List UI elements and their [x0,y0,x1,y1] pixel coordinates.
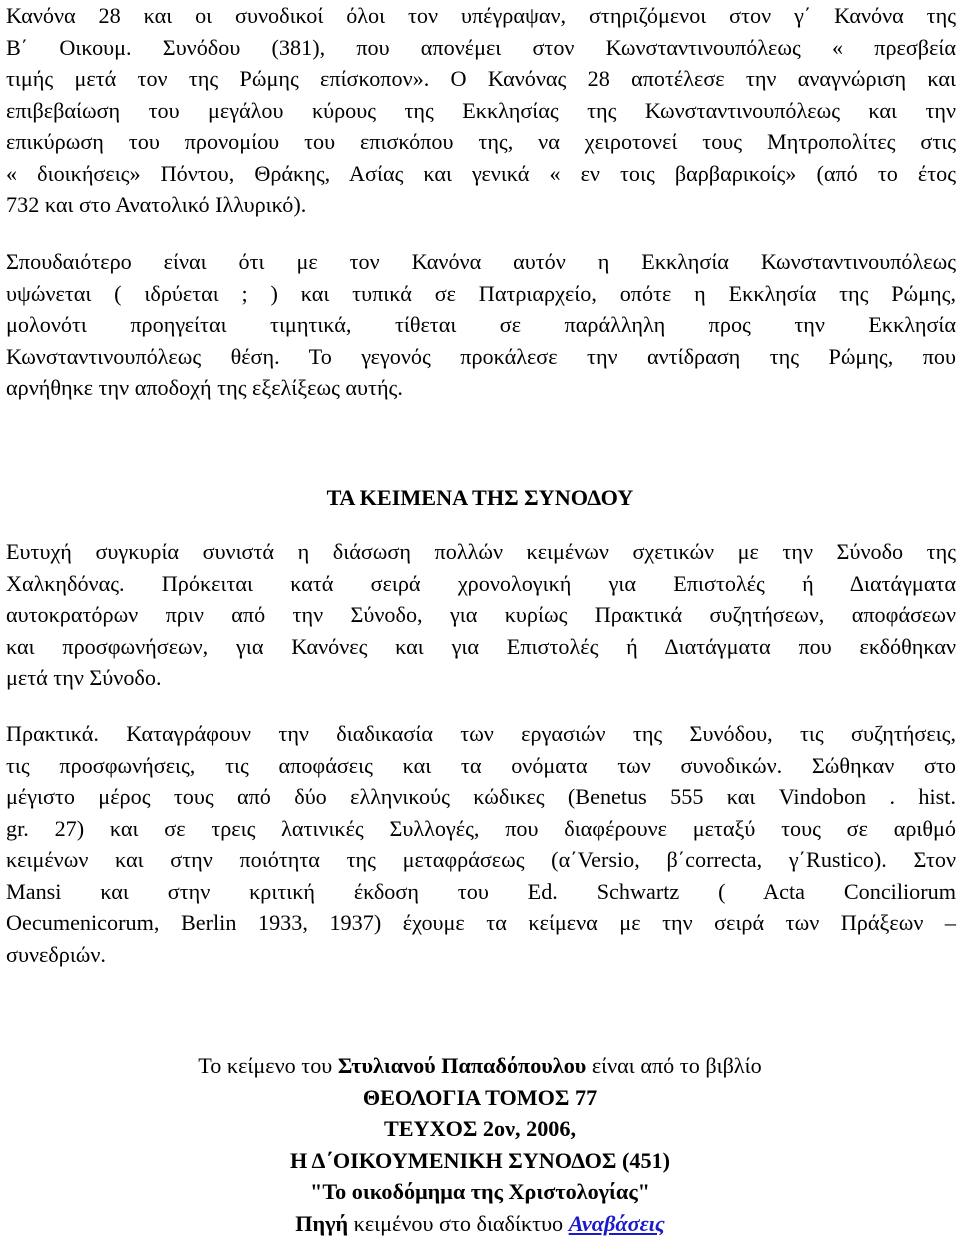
source-credits [0,1050,960,1239]
text-line: 732 και στο Ανατολικό Ιλλυρικό). [6,192,307,217]
text-line: Πρακτικά. Καταγράφουν την διαδικασία των εργασιών της Συνόδου, τις συζητήσεις, [6,721,956,746]
paragraph-praktika [6,718,956,970]
text-line: μέγιστο μέρος τους από δύο ελληνικούς κώδικες (Benetus 555 και Vindobon . hist. [6,784,956,809]
credit-line-author [0,1050,960,1082]
text-line: Κανόνα 28 και οι συνοδικοί όλοι τον υπέγραψαν, στηριζόμενοι στον γ΄ Κανόνα της [6,3,956,28]
text-line: gr. 27) και σε τρεις λατινικές Συλλογές, που διαφέρουνε μεταξύ τους σε αριθμό [6,815,956,841]
text-line: κειμένων και στην ποιότητα της μεταφράσεως (α΄Versio, β΄correcta, γ΄Rustico). Στον [6,847,956,872]
text-line: συνεδριών. [6,941,106,967]
text-line: τις προσφωνήσεις, τις αποφάσεις και τα ονόματα των συνοδικών. Σώθηκαν στο [6,752,956,778]
book-title: Η Δ΄ΟΙΚΟΥΜΕΝΙΚΗ ΣΥΝΟΔΟΣ (451) [289,1147,671,1173]
section-heading: ΤΑ ΚΕΙΜΕΝΑ ΤΗΣ ΣΥΝΟΔΟΥ [326,485,634,510]
credit-suffix: είναι από το βιβλίο [586,1053,762,1078]
text-line: υψώνεται ( ιδρύεται ; ) και τυπικά σε Πατριαρχείο, οπότε η Εκκλησία της Ρώμης, [6,280,956,306]
text-line: Ευτυχή συγκυρία συνιστά η διάσωση πολλών κειμένων σχετικών με την Σύνοδο της [6,539,956,564]
journal-issue: ΤΕΥΧΟΣ 2ον, 2006, [383,1116,577,1141]
text-line: Κωνσταντινουπόλεως θέση. Το γεγονός προκάλεσε την αντίδραση της Ρώμης, που [6,343,956,369]
paragraph-patriarchate [6,246,956,404]
text-line: επικύρωση του προνομίου του επισκόπου της, να χειροτονεί τους Μητροπολίτες στις [6,129,956,154]
source-link[interactable]: Αναβάσεις [568,1210,665,1236]
author-name: Στυλιανού Παπαδόπουλου [337,1053,587,1078]
text-line: αυτοκρατόρων πριν από την Σύνοδο, για κυρίως Πρακτικά συζητήσεων, αποφάσεων [6,602,956,627]
credit-prefix: Το κείμενο του [198,1053,338,1078]
text-line: Β΄ Οικουμ. Συνόδου (381), που απονέμει στον Κωνσταντινουπόλεως « πρεσβεία [6,34,956,60]
text-line: Mansi και στην κριτική έκδοση του Ed. Schwartz ( Acta Conciliorum [6,878,956,904]
source-text: κειμένου στο διαδίκτυο [348,1210,569,1236]
text-line: μετά την Σύνοδο. [6,665,162,690]
text-line: μολονότι προηγείται τιμητικά, τίθεται σε παράλληλη προς την Εκκλησία [6,312,956,337]
credit-line-source [0,1208,960,1240]
text-line: « διοικήσεις» Πόντου, Θράκης, Ασίας και γενικά « εν τοις βαρβαρικοίς» (από το έτος [6,160,956,186]
text-line: Χαλκηδόνας. Πρόκειται κατά σειρά χρονολογική για Επιστολές ή Διατάγματα [6,570,956,596]
paragraph-texts-intro [6,536,956,694]
journal-title: ΘΕΟΛΟΓΙΑ ΤΟΜΟΣ 77 [362,1084,598,1110]
book-subtitle: "Το οικοδόμημα της Χριστολογίας" [310,1179,650,1204]
source-label: Πηγή [295,1210,349,1236]
text-line: αρνήθηκε την αποδοχή της εξελίξεως αυτής. [6,375,403,400]
text-line: τιμής μετά τον της Ρώμης επίσκοπον». Ο Κανόνας 28 αποτέλεσε την αναγνώριση και [6,66,956,91]
text-line: και προσφωνήσεων, για Κανόνες και για Επιστολές ή Διατάγματα που εκδόθηκαν [6,633,956,659]
text-line: Σπουδαιότερο είναι ότι με τον Κανόνα αυτόν η Εκκλησία Κωνσταντινουπόλεως [6,249,956,274]
text-line: Oecumenicorum, Berlin 1933, 1937) έχουμε τα κείμενα με την σειρά των Πράξεων – [6,910,956,935]
paragraph-canon-28 [6,0,956,221]
text-line: επιβεβαίωση του μεγάλου κύρους της Εκκλησίας της Κωνσταντινουπόλεως και την [6,97,956,123]
